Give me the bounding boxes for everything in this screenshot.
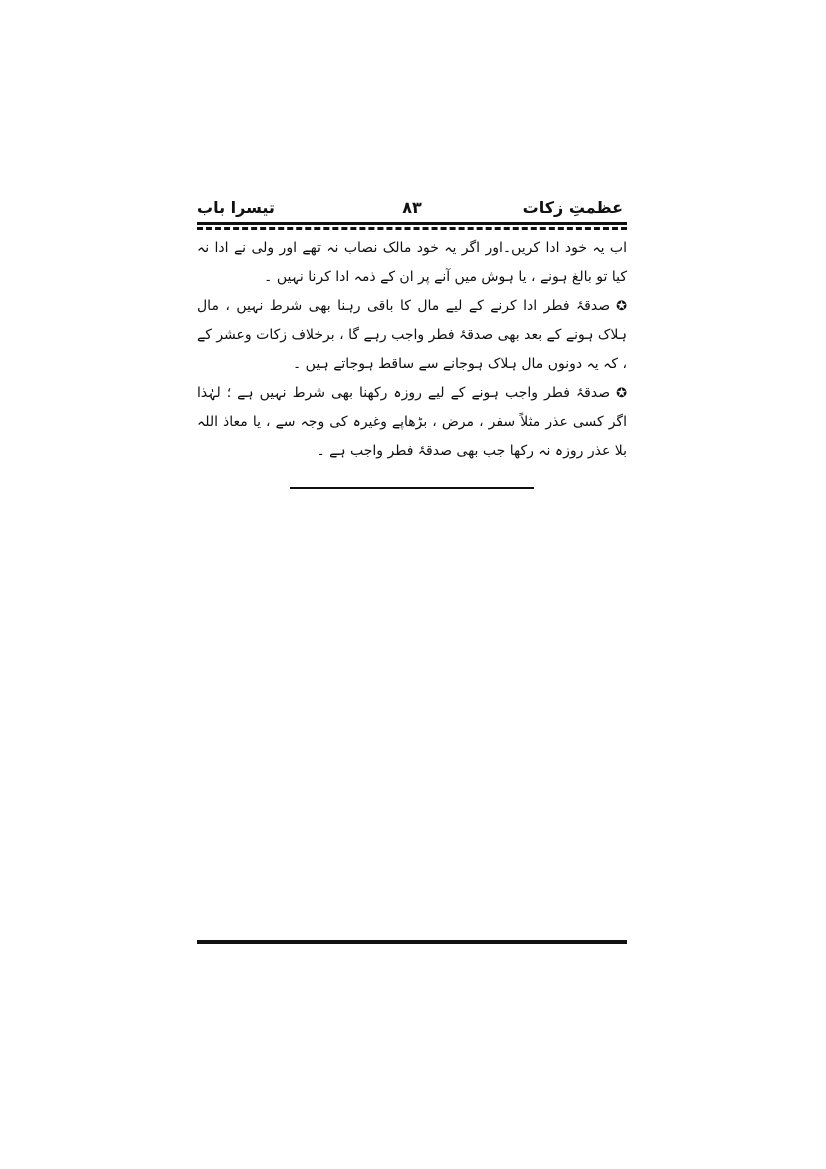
header-dashed-rule: [197, 227, 627, 230]
section-end-rule: [290, 487, 534, 489]
paragraph: [197, 234, 627, 292]
paragraph: [197, 379, 627, 466]
paragraph: [197, 292, 627, 379]
running-header: [197, 196, 627, 222]
body-text: [197, 234, 627, 466]
paragraph-text: صدقۂ فطر ادا کرنے کے لیے مال کا باقی رہنا بھی شرط نہیں ، مال ہلاک ہونے کے بعد بھی صدقۂ فطر واجب رہے گا ، برخلاف زکات وعشر کے ، کہ یہ دونوں مال ہلاک ہوجانے سے ساقط ہوجاتے ہیں ۔: [197, 298, 627, 372]
book-title: عظمتِ زکات: [522, 198, 623, 217]
paragraph-text: اب یہ خود ادا کریں۔اور اگر یہ خود مالک نصاب نہ تھے اور ولی نے ادا نہ کیا تو بالغ ہونے ، یا ہوش میں آنے پر ان کے ذمہ ادا کرنا نہیں ۔: [197, 240, 627, 285]
bullet-icon: ✪: [616, 386, 627, 401]
footer-rule: [197, 940, 627, 944]
header-rule: [197, 222, 627, 225]
chapter-title: تیسرا باب: [197, 198, 275, 217]
bullet-icon: ✪: [616, 299, 627, 314]
paragraph-text: صدقۂ فطر واجب ہونے کے لیے روزہ رکھنا بھی شرط نہیں ہے ؛ لہٰذا اگر کسی عذر مثلاً سفر ، مرض ، بڑھاپے وغیرہ کی وجہ سے ، یا معاذ اللہ بلا عذر روزہ نہ رکھا جب بھی صدقۂ فطر واجب ہے ۔: [197, 385, 627, 459]
page-number: ۸۳: [402, 198, 422, 217]
